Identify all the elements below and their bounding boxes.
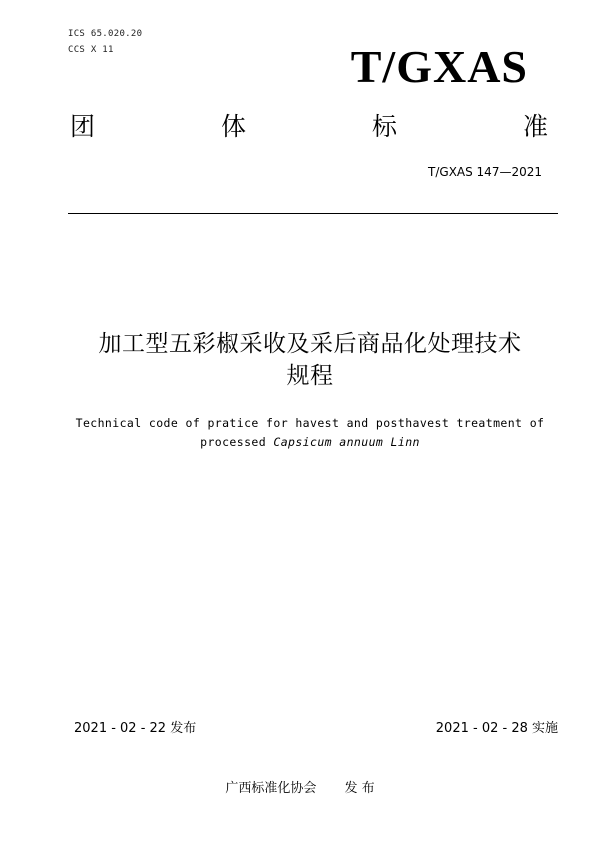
english-title [40, 414, 580, 452]
ccs-code: CCS X 11 [68, 45, 114, 55]
standard-type-char: 体 [220, 112, 246, 141]
standard-type-char: 标 [371, 112, 397, 141]
issue-date: 2021 - 02 - 22 发布 [74, 721, 197, 736]
english-title-prefix: processed [200, 435, 274, 449]
english-title-line: Technical code of pratice for havest and posthavest treatment of [75, 416, 545, 430]
ics-code: ICS 65.020.20 [68, 29, 143, 39]
publisher-action: 发 布 [344, 781, 375, 796]
species-name: Capsicum annuum Linn [273, 435, 420, 449]
header-divider [68, 213, 558, 214]
standard-logo: T/GXAS [350, 41, 528, 92]
chinese-title-line: 加工型五彩椒采收及采后商品化处理技术 [98, 331, 522, 357]
implementation-date: 2021 - 02 - 28 实施 [435, 721, 558, 736]
chinese-title-line: 规程 [286, 363, 334, 389]
publisher-name: 广西标准化协会 [225, 781, 317, 796]
chinese-title [40, 328, 580, 392]
standard-type-char: 团 [70, 112, 96, 141]
english-title-line [40, 433, 580, 452]
standard-number: T/GXAS 147—2021 [428, 165, 542, 179]
standard-type-char: 准 [522, 112, 548, 141]
publisher [0, 777, 600, 796]
standard-type [70, 114, 548, 139]
